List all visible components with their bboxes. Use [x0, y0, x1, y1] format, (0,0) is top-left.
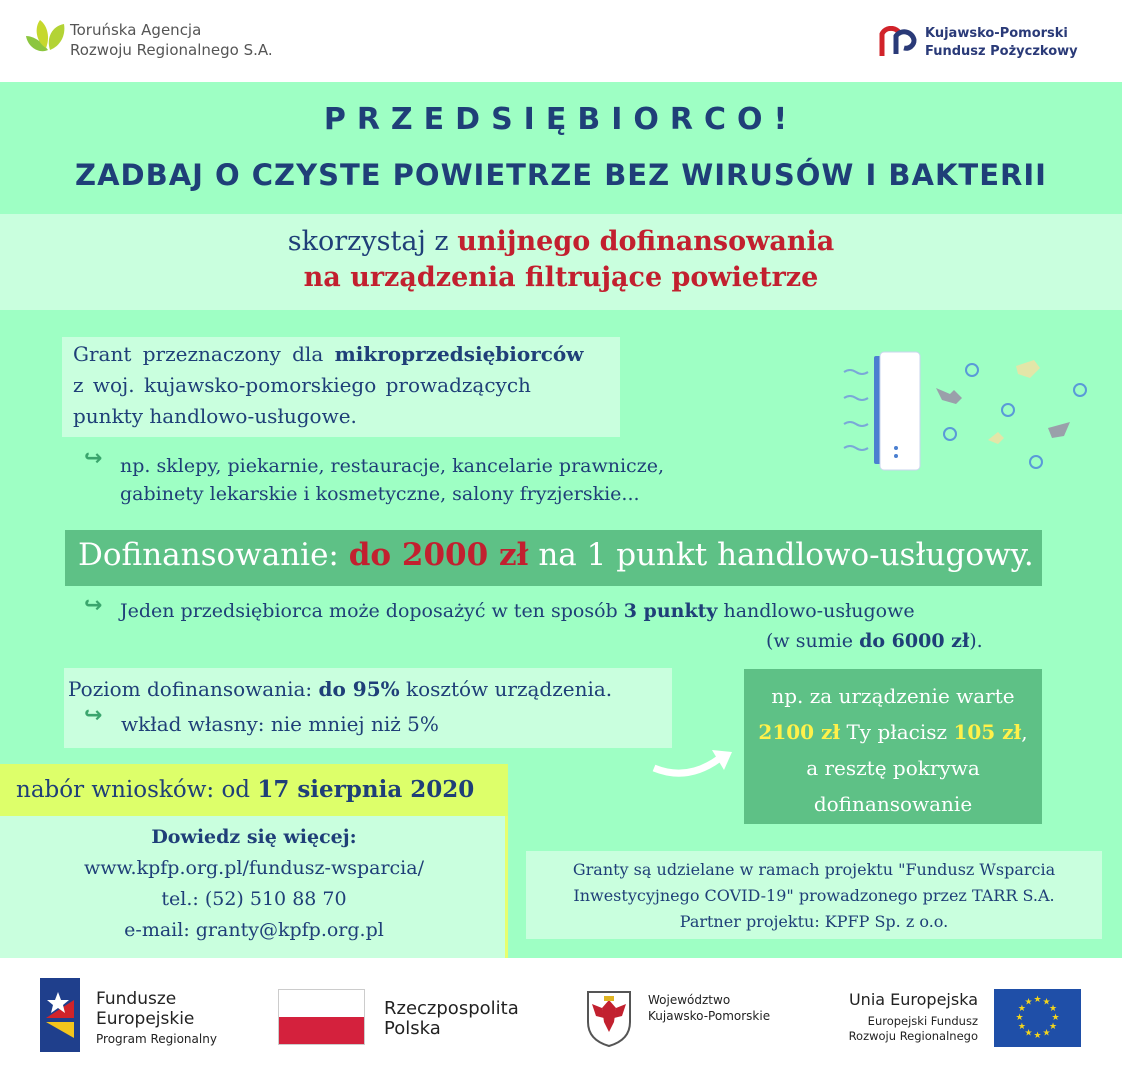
level-bold: do 95%: [318, 677, 400, 701]
rp-line2: Polska: [384, 1018, 441, 1039]
european-funds-logo-icon: [40, 978, 80, 1052]
examples-arrow-icon: ↪: [84, 446, 103, 471]
level-suffix: kosztów urządzenia.: [399, 677, 613, 701]
funding-prefix: Dofinansowanie:: [78, 537, 349, 573]
funding-note-suffix: handlowo-usługowe: [717, 600, 915, 622]
level-line: [68, 677, 612, 701]
eu-flag-icon: [994, 989, 1081, 1047]
example-comma: ,: [1021, 720, 1028, 744]
kpfp-name: [925, 25, 1078, 61]
headline-title: PRZEDSIĘBIORCO!: [323, 102, 799, 137]
svg-text:★: ★: [1017, 1022, 1026, 1032]
funding-note2-suffix: ).: [969, 630, 983, 652]
recruitment-date: 17 sierpnia 2020: [257, 776, 475, 803]
svg-text:★: ★: [1024, 997, 1033, 1008]
funding-note-bold: 3 punkty: [623, 600, 718, 622]
contact-title: Dowiedz się więcej:: [151, 826, 357, 848]
band-prefix: skorzystaj z: [287, 226, 458, 257]
funding-note-arrow-icon: ↪: [84, 593, 103, 618]
funding-amount: do 2000 zł: [348, 537, 529, 573]
project-line3: Partner projektu: KPFP Sp. z o.o.: [679, 912, 949, 931]
woj-line1: Województwo: [648, 993, 731, 1007]
rp-line1: Rzeczpospolita: [384, 998, 519, 1019]
funding-suffix: na 1 punkt handlowo-usługowy.: [528, 537, 1034, 573]
fe-line2: Europejskie: [96, 1009, 195, 1029]
svg-text:★: ★: [1015, 1013, 1024, 1023]
project-line2: Inwestycyjnego COVID-19" prowadzonego przez TARR S.A.: [573, 886, 1055, 905]
funding-note-line2: [766, 630, 983, 652]
woj-line2: Kujawsko-Pomorskie: [648, 1009, 771, 1023]
tarr-name: [70, 20, 273, 60]
own-contribution-arrow-icon: ↪: [84, 703, 103, 728]
svg-text:★: ★: [1033, 995, 1042, 1005]
own-contribution: wkład własny: nie mniej niż 5%: [121, 712, 439, 736]
example-line2: [744, 714, 1042, 750]
air-purifier-illustration-icon: [840, 348, 1102, 478]
recruitment-prefix: nabór wniosków: od: [16, 777, 258, 803]
grant-target: mikroprzedsiębiorców: [334, 342, 584, 366]
level-prefix: Poziom dofinansowania:: [68, 677, 319, 701]
eu-line2: Europejski Fundusz: [867, 1014, 978, 1028]
fe-line3: Program Regionalny: [96, 1032, 217, 1046]
voivodeship-coat-of-arms-icon: [584, 988, 634, 1048]
fe-line1: Fundusze: [96, 989, 177, 1009]
grant-line1: [73, 342, 583, 366]
examples-line1: np. sklepy, piekarnie, restauracje, kancelarie prawnicze,: [120, 455, 664, 477]
grant-line2: z woj. kujawsko-pomorskiego prowadzących: [73, 373, 531, 397]
kpfp-name-line2: Fundusz Pożyczkowy: [925, 44, 1078, 59]
contact-phone[interactable]: tel.: (52) 510 88 70: [161, 888, 347, 910]
funding-note2-bold: do 6000 zł: [859, 630, 970, 652]
example-pay: 105 zł: [953, 720, 1022, 744]
svg-text:★: ★: [1033, 1031, 1042, 1041]
svg-text:★: ★: [1049, 1004, 1058, 1014]
examples-line2: gabinety lekarskie i kosmetyczne, salony fryzjerskie...: [120, 483, 640, 505]
svg-text:★: ★: [1042, 1028, 1051, 1039]
band-line2: na urządzenia filtrujące powietrze: [303, 262, 819, 293]
grant-line3: punkty handlowo-usługowe.: [73, 404, 357, 428]
polish-flag-icon: [278, 989, 365, 1045]
example-price: 2100 zł: [758, 720, 841, 744]
funding-note-prefix: Jeden przedsiębiorca może doposażyć w ten sposób: [120, 600, 624, 622]
band-line1: [0, 226, 1122, 257]
funding-note2-prefix: (w sumie: [766, 630, 860, 652]
curved-arrow-icon: [650, 742, 740, 782]
funding-text: [78, 537, 1034, 573]
tarr-leaf-logo-icon: [22, 14, 68, 56]
example-line1: np. za urządzenie warte: [771, 684, 1015, 708]
example-mid: Ty płacisz: [840, 720, 954, 744]
svg-text:★: ★: [1042, 997, 1051, 1008]
eu-line3: Rozwoju Regionalnego: [848, 1029, 978, 1043]
eu-line1: Unia Europejska: [848, 990, 978, 1009]
tarr-name-line2: Rozwoju Regionalnego S.A.: [70, 41, 273, 59]
svg-text:★: ★: [1017, 1004, 1026, 1014]
tarr-name-line1: Toruńska Agencja: [70, 21, 202, 39]
example-line4: dofinansowanie: [813, 792, 973, 816]
svg-text:★: ★: [1051, 1013, 1060, 1023]
svg-text:★: ★: [1024, 1028, 1033, 1039]
project-info-text: [526, 857, 1102, 935]
funding-note-line1: [120, 600, 915, 622]
grant-prefix: Grant przeznaczony dla: [73, 342, 335, 366]
kpfp-logo-icon: [878, 26, 920, 62]
project-line1: Granty są udzielane w ramach projektu "Fundusz Wsparcia: [572, 860, 1056, 879]
example-text: [744, 678, 1042, 822]
headline-subtitle: ZADBAJ O CZYSTE POWIETRZE BEZ WIRUSÓW I BAKTERII: [75, 158, 1047, 192]
kpfp-name-line1: Kujawsko-Pomorski: [925, 26, 1068, 41]
contact-email-link[interactable]: e-mail: granty@kpfp.org.pl: [124, 919, 384, 941]
recruitment-text: [16, 776, 474, 803]
example-line3: a resztę pokrywa: [806, 756, 980, 780]
svg-text:★: ★: [1049, 1022, 1058, 1032]
contact-url-link[interactable]: www.kpfp.org.pl/fundusz-wsparcia/: [84, 857, 424, 879]
band-highlight: unijnego dofinansowania: [457, 226, 835, 257]
